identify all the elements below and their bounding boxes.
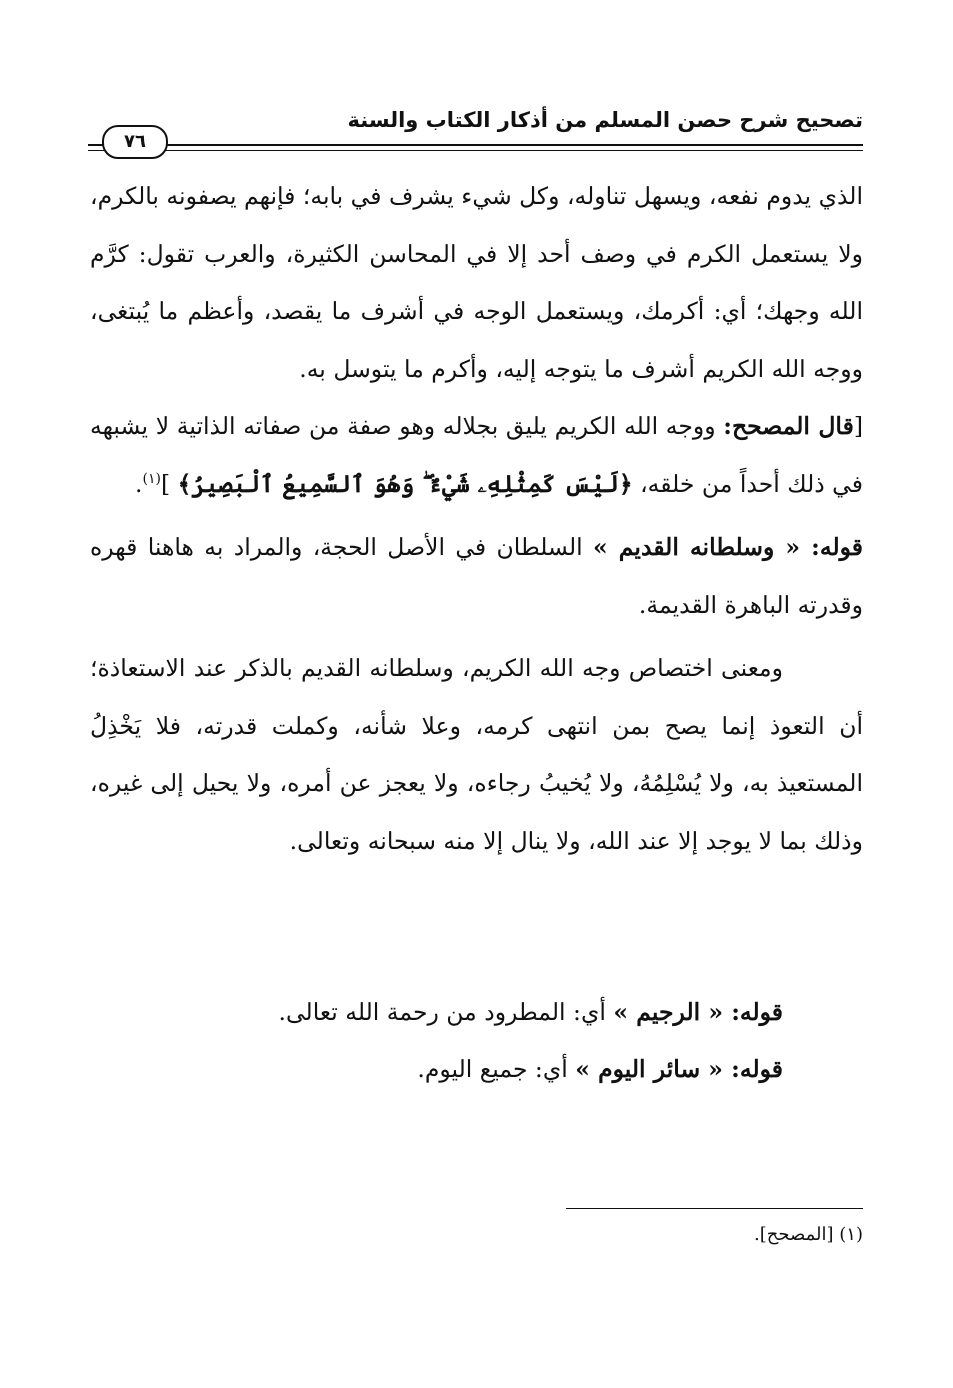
header-title: تصحيح شرح حصن المسلم من أذكار الكتاب والسنة xyxy=(347,108,863,132)
footnote-reference[interactable]: (١) xyxy=(142,470,161,487)
quran-verse: ﴿لَيْسَ كَمِثْلِهِۦ شَيْءٌ ۖ وَهُوَ ٱلسَّمِيعُ ٱلْبَصِيرُ﴾ xyxy=(177,469,633,498)
paragraph-3-text: السلطان في الأصل الحجة، والمراد به هاهنا قهره وقدرته الباهرة القديمة. xyxy=(90,533,863,619)
paragraph-2-text: ووجه الله الكريم يليق بجلاله وهو صفة من صفاته الذاتية لا يشبهه في ذلك أحداً من خلقه، xyxy=(90,412,863,498)
paragraph-3 xyxy=(90,519,863,634)
paragraph-6 xyxy=(417,1055,783,1083)
paragraph-5-label: قوله: « الرجيم » xyxy=(613,998,783,1026)
header-rule-thick xyxy=(88,144,863,146)
bracket-open: [ xyxy=(853,412,863,440)
paragraph-5-text: أي: المطرود من رحمة الله تعالى. xyxy=(278,998,614,1026)
paragraph-1: الذي يدوم نفعه، ويسهل تناوله، وكل شيء يشرف في بابه؛ فإنهم يصفونه بالكرم، ولا يستعمل الكرم في وصف أحد إلا في المحاسن الكثيرة، والعرب تقول: كرَّم الله وجهك؛ أي: أكرمك، ويستعمل الوجه في أشرف ما يقصد، وأعظم ما يُبتغى، ووجه الله الكريم أشرف ما يتوجه إليه، وأكرم ما يتوسل به. xyxy=(90,182,863,383)
running-header xyxy=(88,108,863,152)
paragraph-2-end: . xyxy=(134,469,143,498)
paragraph-4: ومعنى اختصاص وجه الله الكريم، وسلطانه القديم بالذكر عند الاستعاذة؛ أن التعوذ إنما يصح بمن انتهى كرمه، وعلا شأنه، وكملت قدرته، فلا يَخْذِلُ المستعيذ به، ولا يُسْلِمُهُ، ولا يُخيبُ رجاءه، ولا يعجز عن أمره، ولا يحيل إلى غيره، وذلك بما لا يوجد إلا عند الله، ولا ينال إلا منه سبحانه وتعالى. xyxy=(90,654,863,855)
paragraph-6-label: قوله: « سائر اليوم » xyxy=(575,1055,783,1083)
paragraph-2 xyxy=(90,398,863,513)
paragraph-5 xyxy=(279,998,784,1026)
footnote-1: (١) [المصحح]. xyxy=(754,1224,863,1245)
header-rule-thin xyxy=(88,150,863,151)
paragraph-6-text: أي: جميع اليوم. xyxy=(417,1055,576,1083)
page-number-badge: ٧٦ xyxy=(102,125,168,159)
footnote-separator xyxy=(566,1208,863,1209)
bracket-close: ] xyxy=(160,469,178,498)
main-text xyxy=(90,168,863,870)
corrector-label: قال المصحح: xyxy=(723,412,854,440)
paragraph-3-label: قوله: « وسلطانه القديم » xyxy=(593,533,863,561)
